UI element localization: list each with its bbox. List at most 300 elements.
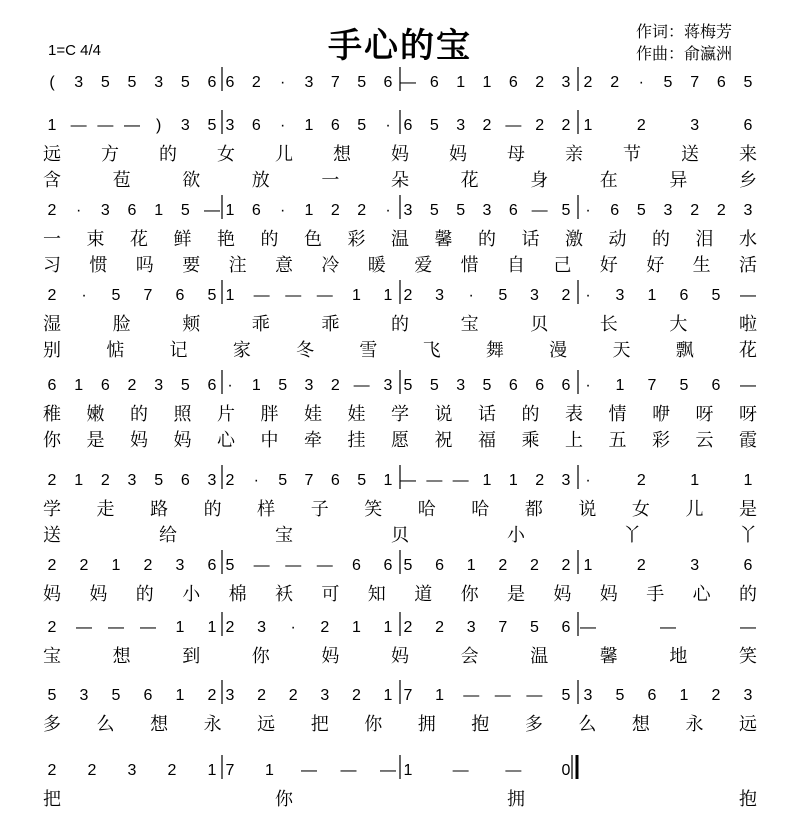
note: 5 [561,687,571,704]
note: 3 [304,377,314,394]
note: 3 [743,687,753,704]
lyric-char: 小 [507,525,525,546]
note: — [316,287,333,304]
note: 1 [74,472,84,489]
note: — [353,377,370,394]
lyric-char: 艳 [217,229,235,250]
note: — [253,557,270,574]
note: — [580,619,596,636]
lyric-char: 祝 [434,430,453,451]
lyric-char: 上 [565,430,583,451]
lyric-char: 一 [321,170,340,191]
note: 6 [330,472,340,489]
note: — [505,762,522,779]
note: 3 [482,202,492,219]
lyric-char: 温 [530,646,549,667]
note: 2 [403,619,413,636]
lyric-char: 棉 [228,584,247,605]
lyric-char: 吗 [135,255,154,276]
note: 5 [127,74,137,91]
lyric-char: 来 [739,144,757,165]
note: 2 [127,377,137,394]
lyric-char: 好 [646,255,665,276]
lyric-char: 心 [217,430,235,451]
note: 3 [127,472,137,489]
note: 1 [154,202,164,219]
lyric-char: 激 [565,229,583,250]
note: — [400,472,416,489]
note: 2 [636,472,646,489]
note: 2 [330,202,340,219]
lyric-char: 妈 [449,144,467,165]
note: 3 [257,619,267,636]
lyric-char: 妈 [173,430,192,451]
note: 5 [357,74,367,91]
lyric-char: 馨 [599,646,618,667]
note: — [505,117,522,134]
lyric-char: 妈 [89,584,108,605]
lyric-char: 含 [43,170,61,191]
lyric-char: 漫 [549,340,568,361]
lyric-char: 女 [631,499,650,520]
lyric-char: 注 [228,255,247,276]
note: 2 [610,74,620,91]
lyric-char: 牵 [304,430,322,451]
note: — [531,202,548,219]
lyric-char: 温 [391,229,409,250]
lyric-char: 丫 [623,525,641,546]
lyric-char: 知 [367,584,386,605]
note: · [385,117,391,134]
lyric-char: 话 [478,404,496,425]
note: 6 [207,377,217,394]
note: 2 [225,472,235,489]
note: 6 [175,287,185,304]
note: 5 [429,117,439,134]
lyric-char: 娃 [347,404,366,425]
note: 7 [498,619,508,636]
note: 5 [429,202,439,219]
lyric-char: 的 [203,499,222,520]
note: · [585,287,591,304]
lyric-char: 么 [578,714,597,735]
lyric-char: 到 [182,646,201,667]
lyric-char: 妈 [321,646,340,667]
lyric-char: 的 [652,229,670,250]
note: — [494,687,511,704]
note: 1 [47,117,57,134]
lyric-char: 心 [692,584,711,605]
note: 6 [47,377,57,394]
note: 5 [561,202,571,219]
lyric-char: 的 [135,584,154,605]
note: 3 [207,472,217,489]
lyric-char: 片 [217,404,235,425]
note: 5 [711,287,721,304]
note: 6 [711,377,721,394]
note: 5 [111,287,121,304]
note: 3 [690,117,700,134]
note: 1 [456,74,466,91]
note: 6 [127,202,137,219]
lyric-char: 长 [599,314,618,335]
note: 5 [679,377,689,394]
note: — [740,619,756,636]
note: 1 [383,619,393,636]
note: 3 [79,687,89,704]
note: · [76,202,82,219]
note: 2 [583,74,593,91]
lyric-char: 说 [578,499,597,520]
lyric-char: 表 [565,404,583,425]
lyric-char: 贝 [391,525,409,546]
lyric-char: 样 [257,499,276,520]
note: 5 [357,117,367,134]
lyric-char: 多 [524,714,543,735]
lyric-char: 胖 [260,404,279,425]
note: 6 [403,117,413,134]
song-title: 手心的宝 [328,27,472,65]
lyric-char: 啦 [739,314,757,335]
note: 3 [154,377,164,394]
lyric-char: 苞 [112,170,131,191]
lyric-char: 别 [43,340,61,361]
note: · [385,202,391,219]
lyric-char: 你 [251,646,270,667]
note: 6 [207,557,217,574]
lyric-char: 说 [434,404,453,425]
lyric-char: 嫩 [86,404,105,425]
note: 1 [583,117,593,134]
note: 2 [100,472,110,489]
lyric-char: 是 [739,499,757,520]
note: 2 [435,619,445,636]
lyric-char: 福 [478,430,496,451]
note: 2 [207,687,217,704]
note: 1 [111,557,121,574]
lyric-char: 袄 [275,584,293,605]
lyric-char: 女 [217,144,235,165]
note: 3 [583,687,593,704]
lyric-char: 路 [150,499,169,520]
note: 7 [403,687,413,704]
note: 7 [143,287,153,304]
lyric-char: 可 [321,584,340,605]
note: · [280,74,286,91]
lyric-char: 霞 [739,430,757,451]
lyric-char: 的 [521,404,540,425]
lyric-char: 远 [43,144,61,165]
lyric-char: 把 [310,714,329,735]
note: 2 [87,762,97,779]
note: 6 [429,74,439,91]
lyric-char: 家 [232,340,251,361]
note: — [740,377,756,394]
note: 1 [304,202,314,219]
lyric-char: 爱 [414,255,433,276]
note: 6 [610,202,620,219]
note: 1 [304,117,314,134]
note: 2 [288,687,298,704]
lyric-char: 彩 [652,430,670,451]
lyric-char: 都 [524,499,543,520]
note: 1 [482,74,492,91]
lyric-char: 拥 [507,789,525,810]
note: 1 [225,287,235,304]
note: 6 [351,557,361,574]
note: 6 [679,287,689,304]
note: 1 [265,762,274,779]
note: 2 [403,287,413,304]
note: 5 [403,557,413,574]
note: 5 [207,287,217,304]
note: 3 [320,687,330,704]
note: 2 [167,762,177,779]
lyric-char: 哈 [471,499,490,520]
note: 6 [508,74,518,91]
lyric-char: 地 [669,646,688,667]
note: 2 [357,202,367,219]
note: 7 [330,74,340,91]
lyric-char: 节 [623,144,641,165]
lyric-char: 身 [530,170,549,191]
lyric-char: 一 [43,229,61,250]
note: 6 [251,202,261,219]
note: 3 [466,619,476,636]
note: 1 [74,377,84,394]
note: 2 [711,687,721,704]
lyric-char: 抱 [471,714,490,735]
lyric-char: 话 [521,229,540,250]
note: — [380,762,396,779]
note: 1 [383,687,393,704]
note: 2 [690,202,700,219]
note: 2 [636,117,646,134]
note: — [740,287,756,304]
note: — [426,472,443,489]
lyric-char: 拥 [417,714,436,735]
note: 3 [180,117,190,134]
lyric-char: 好 [599,255,618,276]
lyric-char: 天 [612,340,631,361]
lyric-char: 的 [391,314,409,335]
note: — [70,117,87,134]
lyric-char: 么 [96,714,115,735]
note: ) [156,117,162,134]
lyric-char: 送 [681,144,699,165]
lyric-char: 亲 [565,144,583,165]
note: — [285,287,302,304]
note: 5 [278,472,288,489]
note: 2 [561,117,571,134]
note: 3 [561,472,571,489]
lyric-char: 把 [43,789,61,810]
lyric-char: 舞 [485,340,504,361]
lyric-char: 学 [391,404,409,425]
note: 2 [251,74,261,91]
note: 5 [429,377,439,394]
note: · [280,202,286,219]
note: 3 [663,202,673,219]
note: 2 [257,687,267,704]
lyric-char: 活 [739,255,757,276]
lyric-char: 你 [460,584,479,605]
lyric-char: 冷 [321,255,340,276]
note: 2 [498,557,508,574]
lyric-char: 稚 [43,404,61,425]
note: 1 [466,557,476,574]
note: 6 [743,557,753,574]
note: 2 [47,472,57,489]
lyric-char: 你 [364,714,383,735]
lyric-char: 妈 [43,584,61,605]
note: — [108,619,124,636]
note: 5 [225,557,235,574]
lyric-char: 异 [669,170,688,191]
lyric-char: 挂 [347,430,366,451]
lyric-char: 在 [599,170,618,191]
note: 5 [636,202,646,219]
note: · [468,287,474,304]
note: 5 [357,472,367,489]
note: 5 [529,619,539,636]
lyric-char: 动 [608,229,627,250]
lyric-char: 手 [646,584,665,605]
note: · [585,377,591,394]
lyric-char: 朵 [391,170,409,191]
note: 2 [529,557,539,574]
lyric-char: 娃 [304,404,322,425]
note: — [463,687,480,704]
lyric-char: 习 [43,255,61,276]
lyric-char: 宝 [43,646,61,667]
note: 3 [403,202,413,219]
note: 1 [647,287,657,304]
note: 6 [207,74,217,91]
note: 5 [180,202,190,219]
note: 1 [383,472,393,489]
lyric-char: 大 [669,314,688,335]
lyric-char: 惜 [460,255,479,276]
note: 1 [383,287,393,304]
lyric-char: 冬 [296,340,315,361]
note: — [301,762,317,779]
lyric-char: 花 [460,170,479,191]
note: 2 [561,557,571,574]
lyric-char: 哈 [417,499,436,520]
note: 1 [351,619,361,636]
note: 6 [647,687,657,704]
lyric-char: 学 [43,499,61,520]
lyric-char: 笑 [739,646,757,667]
note: 6 [330,117,340,134]
note: 2 [535,74,545,91]
note: 3 [154,74,164,91]
note: 2 [47,619,57,636]
lyric-char: 暖 [367,255,386,276]
lyric-char: 乖 [321,314,340,335]
lyric-char: 惯 [89,255,108,276]
lyric-char: 送 [43,525,61,546]
note: 2 [143,557,153,574]
note: 3 [175,557,185,574]
note: 6 [508,202,518,219]
note: 2 [561,287,571,304]
lyric-char: 意 [275,255,293,276]
lyric-char: 生 [692,255,711,276]
lyric-char: 呀 [695,404,714,425]
note: 3 [74,74,84,91]
note: 5 [403,377,413,394]
lyric-char: 泪 [695,229,714,250]
lyric-char: 的 [130,404,148,425]
lyric-char: 乖 [251,314,270,335]
note: 5 [154,472,164,489]
lyric-char: 花 [130,229,148,250]
lyric-char: 色 [304,229,322,250]
lyric-char: 飞 [422,340,441,361]
lyric-char: 儿 [685,499,704,520]
lyric-char: 要 [182,255,201,276]
lyric-char: 你 [43,430,61,451]
note: 3 [529,287,539,304]
lyric-char: 远 [257,714,276,735]
note: 1 [225,202,235,219]
note: 2 [47,287,57,304]
composer-credit: 作曲：俞瀛洲 [636,46,733,63]
lyric-char: 永 [685,714,704,735]
note: 6 [561,619,571,636]
note: 6 [716,74,726,91]
lyric-char: 妈 [391,646,409,667]
note: 3 [743,202,753,219]
note: 5 [498,287,508,304]
note: · [638,74,644,91]
note: 1 [743,472,753,489]
note: · [81,287,87,304]
note: — [76,619,92,636]
lyric-char: 雪 [359,340,378,361]
lyric-char: 情 [608,404,627,425]
lyric-char: 鲜 [173,229,192,250]
note: — [97,117,114,134]
note: · [585,472,591,489]
note: 7 [647,377,657,394]
note: — [452,762,469,779]
note: 3 [456,377,466,394]
note: 7 [304,472,314,489]
note: 3 [435,287,445,304]
note: 2 [79,557,89,574]
lyric-char: 中 [260,430,279,451]
lyric-char: 想 [631,714,650,735]
note: · [290,619,296,636]
note: — [285,557,302,574]
lyric-char: 是 [507,584,525,605]
lyric-char: 多 [43,714,61,735]
note: 0 [561,762,571,779]
lyric-char: 湿 [43,314,61,335]
lyric-char: 妈 [130,430,148,451]
note: 2 [225,619,235,636]
note: 6 [383,74,393,91]
note: 5 [615,687,625,704]
note: — [253,287,270,304]
note: 6 [435,557,445,574]
note: 6 [143,687,153,704]
note: 7 [225,762,235,779]
note: 6 [743,117,753,134]
